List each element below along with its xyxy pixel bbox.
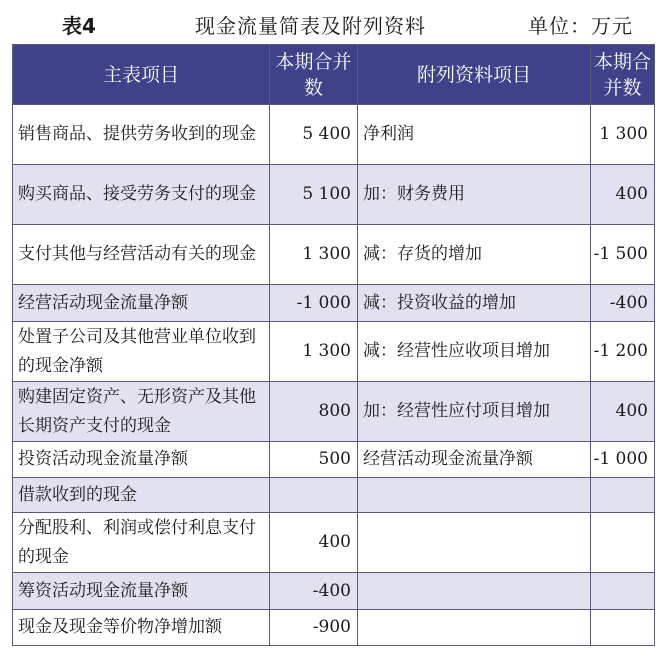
table-row	[13, 382, 655, 442]
main-item-cell: 购建固定资产、无形资产及其他长期资产支付的现金	[13, 382, 270, 442]
main-item-cell: 销售商品、提供劳务收到的现金	[13, 105, 270, 165]
main-item-cell: 借款收到的现金	[13, 478, 270, 513]
table-row	[13, 513, 655, 573]
table-caption	[0, 0, 668, 44]
table-row	[13, 225, 655, 285]
supp-amount-cell: 400	[591, 165, 655, 225]
supp-item-cell: 净利润	[358, 105, 591, 165]
supp-amount-cell	[591, 573, 655, 610]
main-amount-cell: 800	[270, 382, 358, 442]
supp-amount-cell: -400	[591, 285, 655, 322]
table-unit: 单位：万元	[528, 14, 633, 38]
supp-item-cell: 经营活动现金流量净额	[358, 442, 591, 478]
table-row	[13, 285, 655, 322]
table-row	[13, 105, 655, 165]
main-item-cell: 处置子公司及其他营业单位收到的现金净额	[13, 322, 270, 382]
supp-item-cell	[358, 513, 591, 573]
main-amount-cell: 1 300	[270, 225, 358, 285]
cash-flow-table	[12, 44, 655, 646]
table-number: 表4	[62, 14, 96, 38]
main-item-cell: 经营活动现金流量净额	[13, 285, 270, 322]
header-main-amount: 本期合并数	[270, 45, 358, 105]
supp-amount-cell: -1 500	[591, 225, 655, 285]
main-amount-cell: 400	[270, 513, 358, 573]
table-row	[13, 322, 655, 382]
supp-item-cell: 减：投资收益的增加	[358, 285, 591, 322]
supp-item-cell: 加：经营性应付项目增加	[358, 382, 591, 442]
header-row	[13, 45, 655, 105]
main-amount-cell: -1 000	[270, 285, 358, 322]
main-item-cell: 分配股利、利润或偿付利息支付的现金	[13, 513, 270, 573]
main-amount-cell: 500	[270, 442, 358, 478]
main-item-cell: 投资活动现金流量净额	[13, 442, 270, 478]
supp-item-cell: 减：经营性应收项目增加	[358, 322, 591, 382]
main-amount-cell	[270, 478, 358, 513]
main-item-cell: 筹资活动现金流量净额	[13, 573, 270, 610]
main-amount-cell: 5 100	[270, 165, 358, 225]
supp-item-cell	[358, 478, 591, 513]
main-item-cell: 现金及现金等价物净增加额	[13, 610, 270, 646]
supp-item-cell: 加：财务费用	[358, 165, 591, 225]
supp-amount-cell: 400	[591, 382, 655, 442]
header-supp-item: 附列资料项目	[358, 45, 591, 105]
main-amount-cell: -900	[270, 610, 358, 646]
table-row	[13, 442, 655, 478]
table-row	[13, 573, 655, 610]
supp-item-cell: 减：存货的增加	[358, 225, 591, 285]
main-amount-cell: 5 400	[270, 105, 358, 165]
header-supp-amount: 本期合并数	[591, 45, 655, 105]
header-main-item: 主表项目	[13, 45, 270, 105]
main-item-cell: 支付其他与经营活动有关的现金	[13, 225, 270, 285]
supp-item-cell	[358, 610, 591, 646]
supp-amount-cell: -1 000	[591, 442, 655, 478]
main-amount-cell: -400	[270, 573, 358, 610]
table-row	[13, 610, 655, 646]
supp-amount-cell	[591, 478, 655, 513]
main-item-cell: 购买商品、接受劳务支付的现金	[13, 165, 270, 225]
supp-item-cell	[358, 573, 591, 610]
table-row	[13, 165, 655, 225]
main-amount-cell: 1 300	[270, 322, 358, 382]
supp-amount-cell	[591, 610, 655, 646]
table-title: 现金流量简表及附列资料	[195, 14, 426, 38]
supp-amount-cell	[591, 513, 655, 573]
supp-amount-cell: 1 300	[591, 105, 655, 165]
supp-amount-cell: -1 200	[591, 322, 655, 382]
table-row	[13, 478, 655, 513]
